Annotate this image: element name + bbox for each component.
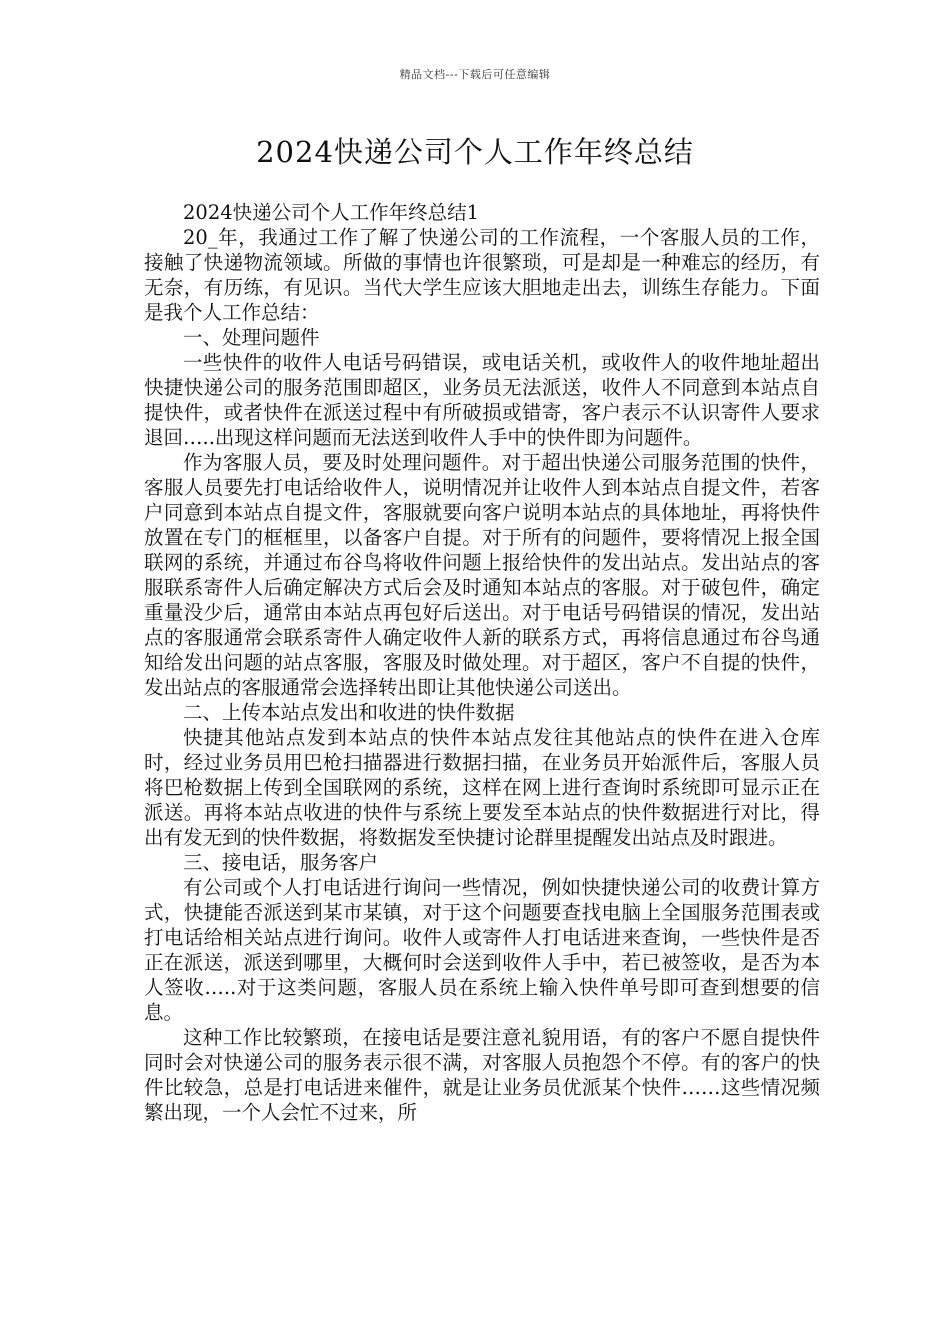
page-header: 精品文档---下载后可任意编辑: [399, 68, 551, 81]
body-paragraph: 快捷其他站点发到本站点的快件本站点发往其他站点的快件在进入仓库时，经过业务员用巴枪扫描器进行数据扫描，在业务员开始派件后，客服人员将巴枪数据上传到全国联网的系统，这样在网上进行查询时系统即可显示正在派送。再将本站点收进的快件与系统上要发至本站点的快件数据进行对比，得出有发无到的快件数据，将数据发至快捷讨论群里提醒发出站点及时跟进。: [144, 726, 820, 849]
document-body: [144, 200, 820, 1125]
section-heading: 二、上传本站点发出和收进的快件数据: [183, 701, 515, 724]
body-paragraph: 20_年，我通过工作了解了快递公司的工作流程，一个客服人员的工作，接触了快递物流领域。所做的事情也许很繁琐，可是却是一种难忘的经历，有无奈，有历练，有见识。当代大学生应该大胆地走出去，训练生存能力。下面是我个人工作总结：: [144, 226, 820, 324]
section-heading: 一、处理问题件: [183, 326, 320, 349]
body-paragraph: 作为客服人员，要及时处理问题件。对于超出快递公司服务范围的快件，客服人员要先打电话给收件人，说明情况并让收件人到本站点自提文件，若客户同意到本站点自提文件，客服就要向客户说明本站点的具体地址，再将快件放置在专门的框框里，以备客户自提。对于所有的问题件，要将情况上报全国联网的系统，并通过布谷鸟将收件问题上报给快件的发出站点。发出站点的客服联系寄件人后确定解决方式后会及时通知本站点的客服。对于破包件，确定重量没少后，通常由本站点再包好后送出。对于电话号码错误的情况，发出站点的客服通常会联系寄件人确定收件人新的联系方式，再将信息通过布谷鸟通知给发出问题的站点客服，客服及时做处理。对于超区，客户不自提的快件，发出站点的客服通常会选择转出即让其他快递公司送出。: [144, 451, 820, 699]
body-paragraph: 这种工作比较繁琐，在接电话是要注意礼貌用语，有的客户不愿自提快件同时会对快递公司的服务表示很不满，对客服人员抱怨个不停。有的客户的快件比较急，总是打电话进来催件，就是让业务员优派某个快件……这些情况频繁出现，一个人会忙不过来，所: [144, 1026, 820, 1124]
body-paragraph: 有公司或个人打电话进行询问一些情况，例如快捷快递公司的收费计算方式，快捷能否派送到某市某镇，对于这个问题要查找电脑上全国服务范围表或打电话给相关站点进行询问。收件人或寄件人打电话进来查询，一些快件是否正在派送，派送到哪里，大概何时会送到收件人手中，若已被签收，是否为本人签收…..对于这类问题，客服人员在系统上输入快件单号即可查到想要的信息。: [144, 876, 820, 1024]
section-heading: 三、接电话，服务客户: [183, 851, 379, 874]
body-paragraph: 一些快件的收件人电话号码错误，或电话关机，或收件人的收件地址超出快捷快递公司的服务范围即超区，业务员无法派送，收件人不同意到本站点自提快件，或者快件在派送过程中有所破损或错寄，客户表示不认识寄件人要求退回…..出现这样问题而无法送到收件人手中的快件即为问题件。: [144, 351, 820, 449]
document-title: 2024快递公司个人工作年终总结: [256, 135, 694, 169]
subtitle-paragraph: 2024快递公司个人工作年终总结1: [183, 201, 480, 224]
